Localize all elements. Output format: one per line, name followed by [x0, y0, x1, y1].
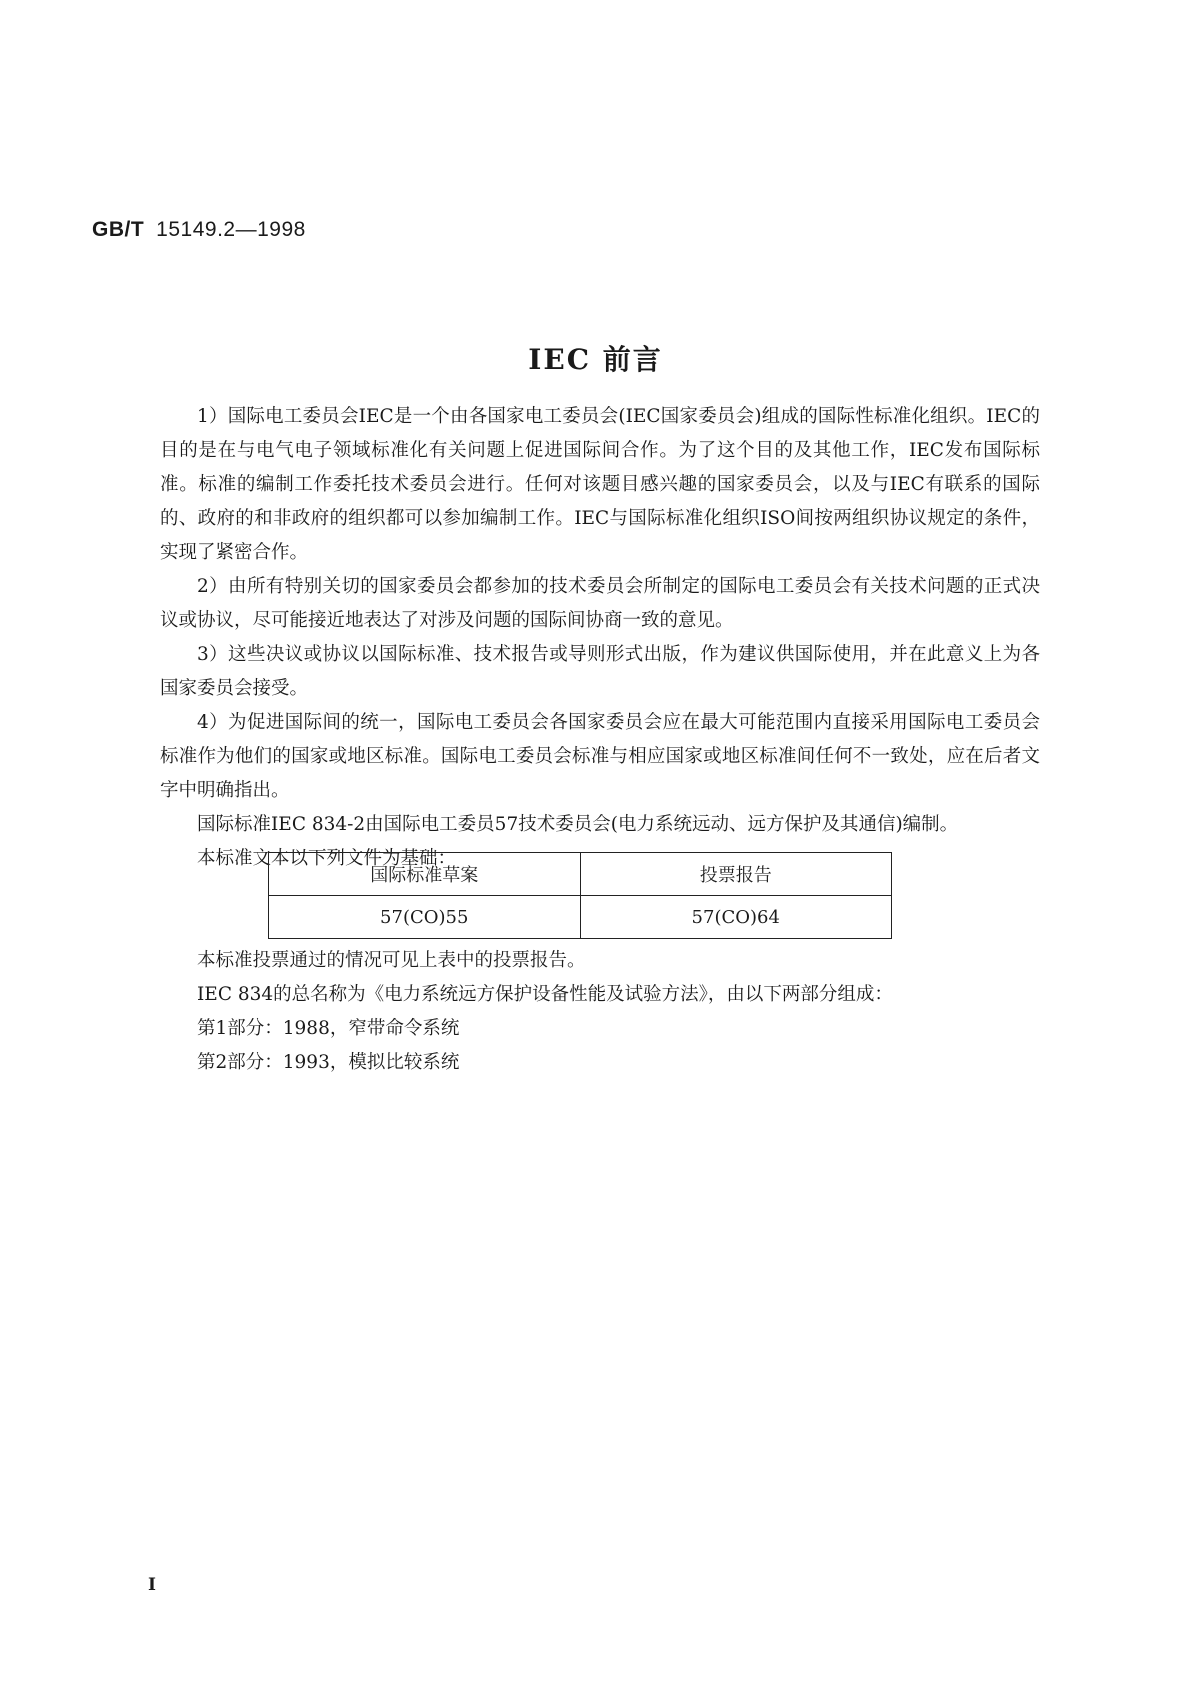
paragraph-4: 4）为促进国际间的统一，国际电工委员会各国家委员会应在最大可能范围内直接采用国际电工委员会标准作为他们的国家或地区标准。国际电工委员会标准与相应国家或地区标准间任何不一致处，应在后者文字中明确指出。	[160, 712, 1040, 801]
paragraph-3: 3）这些决议或协议以国际标准、技术报告或导则形式出版，作为建议供国际使用，并在此意义上为各国家委员会接受。	[160, 644, 1040, 699]
table-row	[269, 896, 892, 939]
page-number: I	[148, 1575, 156, 1595]
paragraph-1: 1）国际电工委员会IEC是一个由各国家电工委员会(IEC国家委员会)组成的国际性标准化组织。IEC的目的是在与电气电子领域标准化有关问题上促进国际间合作。为了这个目的及其他工作，IEC发布国际标准。标准的编制工作委托技术委员会进行。任何对该题目感兴趣的国家委员会，以及与IEC有联系的国际的、政府的和非政府的组织都可以参加编制工作。IEC与国际标准化组织ISO间按两组织协议规定的条件，实现了紧密合作。	[160, 406, 1040, 563]
table-cell-vote: 57(CO)64	[580, 896, 892, 939]
standard-number: 15149.2—1998	[156, 218, 306, 241]
foreword-body	[160, 400, 1040, 876]
paragraph-5: 国际标准IEC 834-2由国际电工委员57技术委员会(电力系统远动、远方保护及其通信)编制。	[197, 814, 959, 835]
basis-documents-table	[268, 852, 892, 939]
page-title: IEC 前言	[528, 343, 663, 376]
document-code	[92, 218, 306, 242]
paragraph-6: 本标准文本以下列文件为基础：	[197, 848, 457, 869]
table-header-row	[269, 853, 892, 896]
part-2-line: 第2部分：1993，模拟比较系统	[197, 1052, 460, 1073]
standard-prefix: GB/T	[92, 218, 145, 241]
post-table-text	[160, 944, 1040, 1080]
table-header-vote: 投票报告	[580, 853, 892, 896]
table-header-draft: 国际标准草案	[269, 853, 581, 896]
paragraph-2: 2）由所有特别关切的国家委员会都参加的技术委员会所制定的国际电工委员会有关技术问题的正式决议或协议，尽可能接近地表达了对涉及问题的国际间协商一致的意见。	[160, 576, 1040, 631]
part-1-line: 第1部分：1988，窄带命令系统	[197, 1018, 460, 1039]
paragraph-7: 本标准投票通过的情况可见上表中的投票报告。	[197, 950, 586, 971]
table-cell-draft: 57(CO)55	[269, 896, 581, 939]
paragraph-8: IEC 834的总名称为《电力系统远方保护设备性能及试验方法》，由以下两部分组成：	[197, 984, 893, 1005]
